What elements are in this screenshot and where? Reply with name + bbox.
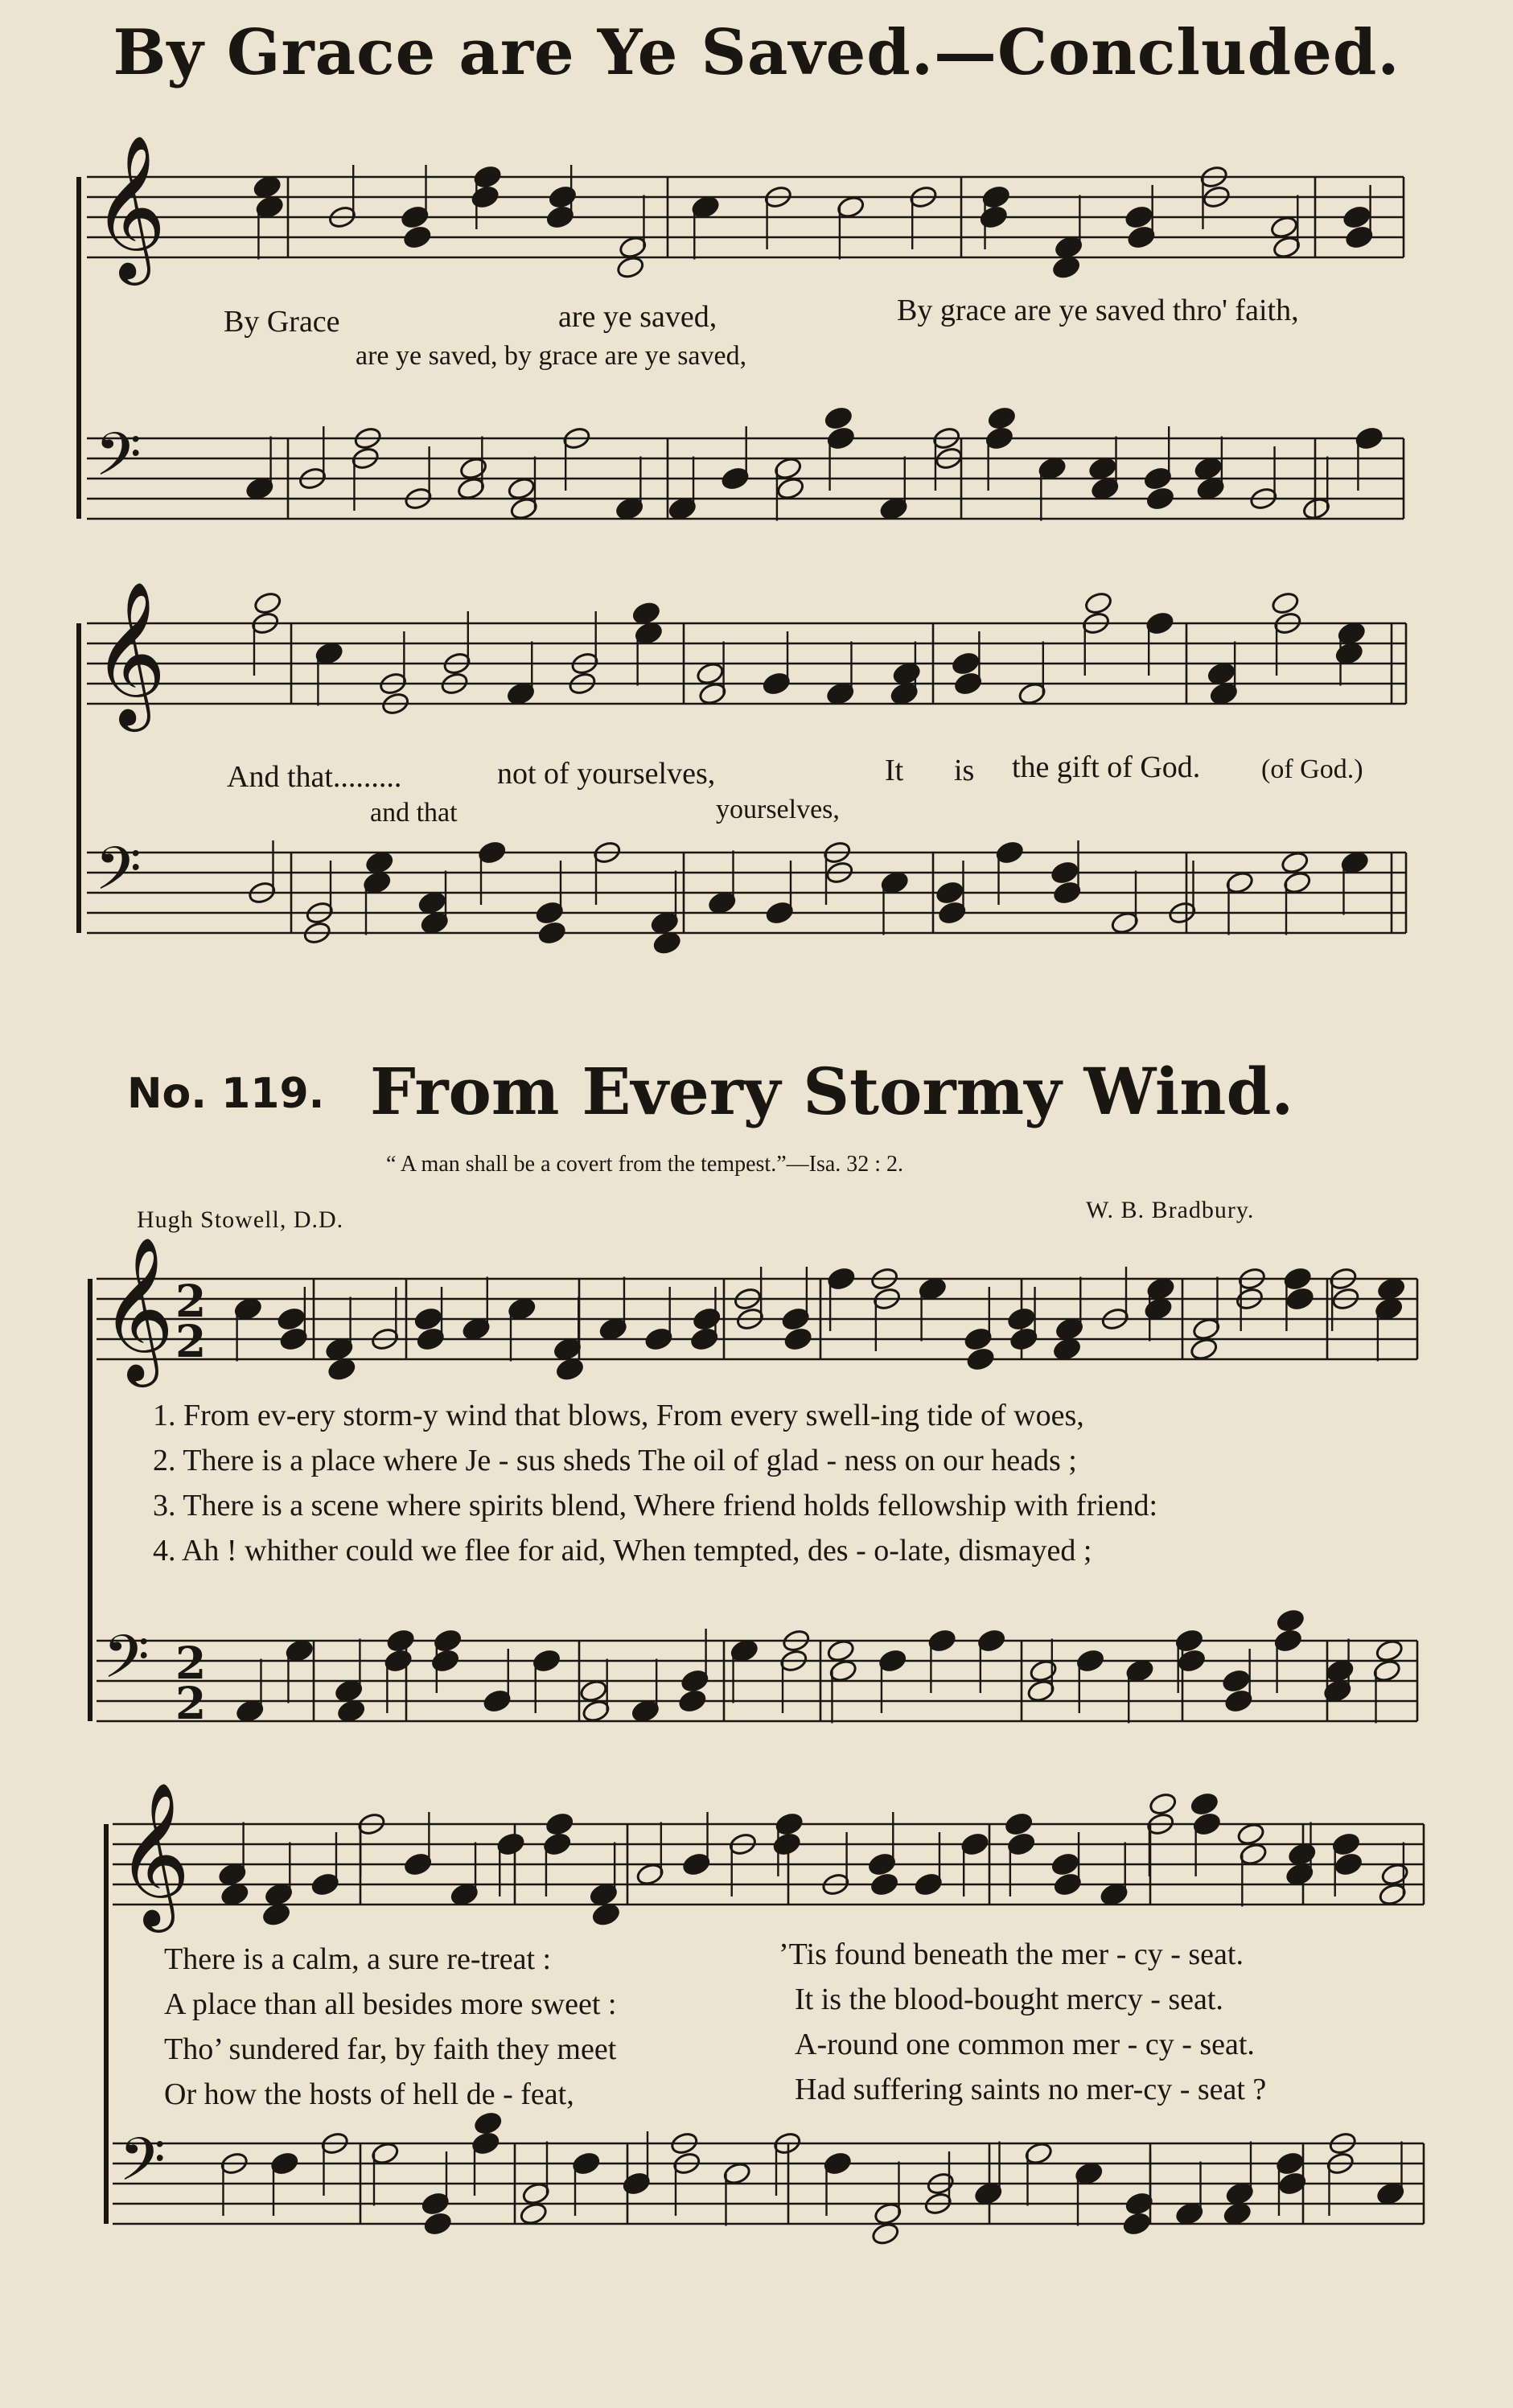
h1-s2-t-note2-10: [892, 661, 922, 686]
h1-s1-treble-staff: [87, 177, 1404, 257]
lyric-line2-a: And that.........: [227, 760, 402, 794]
verse-1-line1: 1. From ev-ery storm-y wind that blows, From every swell-ing tide of woes,: [153, 1399, 1084, 1432]
h1-s2-treble-clef: 𝄞: [93, 580, 167, 725]
verse-3-line2b: A-round one common mer - cy - seat.: [795, 2028, 1255, 2061]
h2-s2-b-note2-20: [1223, 2201, 1252, 2226]
h1-s1-b-note2-17: [1145, 486, 1175, 511]
h2-s1-b-note2-3: [386, 1628, 416, 1653]
h2-s1-t-note2-2: [327, 1357, 357, 1382]
h1-s2-t-note2-0: [253, 590, 282, 615]
h1-s1-t-note2-11: [1051, 255, 1081, 280]
h2-s2-b-note2-13: [870, 2221, 900, 2246]
h1-s2-b-note2-14: [1050, 860, 1079, 885]
h1-s2-b-note2-18: [1280, 850, 1309, 875]
verse-2-line1: 2. There is a place where Je - sus sheds The oil of glad - ness on our heads ;: [153, 1444, 1077, 1477]
h2-s2-t-note2-18: [1050, 1851, 1080, 1876]
page-title: By Grace are Ye Saved.—Concluded.: [113, 16, 1400, 89]
h1-s1-b-note2-5: [507, 476, 537, 501]
verse-4-line2a: Or how the hosts of hell de - feat,: [164, 2077, 574, 2111]
h2-s1-bass-timesig-bottom: 2: [175, 1677, 207, 1729]
verse-4-line2b: Had suffering saints no mer-cy - seat ?: [795, 2073, 1267, 2106]
verse-2-line2b: It is the blood-bought mercy - seat.: [795, 1983, 1223, 2016]
h2-s2-treble-staff: [113, 1824, 1424, 1905]
verse-3-line1: 3. There is a scene where spirits blend, Where friend holds fellowship with friend:: [153, 1489, 1158, 1522]
verse-4-line1: 4. Ah ! whither could we flee for aid, When tempted, des - o-late, dismayed ;: [153, 1534, 1092, 1568]
h1-s2-t-note2-13: [1083, 590, 1113, 615]
author: Hugh Stowell, D.D.: [137, 1206, 344, 1233]
lyric-line1-b: are ye saved,: [558, 300, 717, 334]
h1-s2-t-note2-16: [1271, 590, 1301, 615]
h2-s1-t-note2-10: [692, 1306, 722, 1331]
h2-s1-t-note2-1: [277, 1306, 306, 1331]
h1-s2-t-note2-17: [1334, 641, 1364, 666]
h1-s1-t-note2-5: [615, 255, 645, 280]
h2-s2-t-note2-24: [1334, 1851, 1363, 1876]
h1-s1-b-note2-10: [775, 476, 805, 501]
lyric-line2-f: (of God.): [1261, 754, 1363, 784]
h2-s2-t-note2-0: [220, 1882, 250, 1907]
h1-s1-b-note2-14: [987, 405, 1017, 430]
h1-s2-b-note2-12: [935, 880, 964, 905]
h2-s1-t-note2-21: [1189, 1337, 1219, 1362]
h2-s1-b-note2-16: [1029, 1658, 1059, 1683]
lyric-line1-alto: are ye saved, by grace are ye saved,: [356, 341, 747, 371]
h2-s2-t-note2-7: [545, 1811, 574, 1836]
h2-s1-bass-timesig-top: 2: [175, 1637, 207, 1689]
h1-s1-t-note2-3: [471, 184, 500, 209]
h2-s1-t-note2-17: [1006, 1306, 1036, 1331]
h2-s1-b-note2-20: [1222, 1668, 1252, 1693]
h1-s2-t-note2-7: [696, 661, 726, 686]
h1-s2-treble-staff: [87, 623, 1406, 704]
hymn-title: From Every Stormy Wind.: [370, 1054, 1294, 1129]
h2-s2-t-note2-14: [870, 1872, 899, 1896]
h1-s2-b-note2-3: [417, 890, 447, 915]
lyric-line2-c: It: [885, 754, 904, 787]
h2-s1-b-note2-2: [336, 1699, 366, 1724]
h1-s1-t-note2-15: [1342, 204, 1372, 229]
h2-s1-t-note2-23: [1285, 1286, 1315, 1311]
verse-1-line2b: ’Tis found beneath the mer - cy - seat.: [779, 1937, 1244, 1971]
h1-s1-bass-clef: 𝄢: [95, 420, 142, 504]
h2-s2-b-note2-6: [519, 2201, 549, 2226]
lyric-line2-e: the gift of God.: [1012, 750, 1201, 784]
h2-s1-treble-clef: 𝄞: [101, 1235, 175, 1381]
h2-s1-b-note2-21: [1276, 1608, 1305, 1633]
h1-s2-bass-staff: [87, 853, 1406, 933]
h2-s1-treble-timesig-bottom: 2: [175, 1315, 207, 1367]
composer: W. B. Bradbury.: [1086, 1197, 1255, 1223]
h1-s1-b-note2-4: [458, 456, 488, 481]
h2-s1-t-note2-12: [783, 1326, 813, 1351]
h2-s1-b-note2-4: [430, 1648, 460, 1673]
h2-s1-t-note2-16: [966, 1346, 996, 1371]
h2-s2-treble-clef: 𝄞: [117, 1781, 191, 1926]
lyric-line1-c: By grace are ye saved thro' faith,: [897, 294, 1299, 327]
h2-s1-bass-clef: 𝄢: [103, 1622, 150, 1707]
h1-s1-t-note2-14: [1269, 215, 1299, 240]
h2-s2-b-note2-18: [1122, 2211, 1152, 2236]
h1-s1-t-note2-0: [253, 175, 282, 199]
h2-s2-t-note2-17: [1004, 1811, 1034, 1836]
h2-s2-t-note2-21: [1190, 1791, 1219, 1816]
h1-s2-t-note2-11: [951, 651, 981, 676]
verse-3-line2a: Tho’ sundered far, by faith they meet: [164, 2032, 617, 2066]
hymn-number: No. 119.: [127, 1070, 325, 1118]
h1-s2-b-note2-2: [364, 850, 394, 875]
h2-s2-b-note2-4: [423, 2211, 453, 2236]
lyric-line2-alto-b: yourselves,: [716, 795, 840, 824]
h2-s1-b-note2-23: [1375, 1638, 1404, 1663]
h2-s2-t-note2-8: [591, 1902, 621, 1927]
h2-s1-treble-timesig-top: 2: [175, 1275, 207, 1327]
h2-s2-b-note2-5: [473, 2110, 503, 2135]
h2-s2-t-note2-25: [1380, 1862, 1410, 1887]
h2-s1-b-note2-7: [579, 1679, 609, 1703]
lyric-line1-a: By Grace: [224, 305, 340, 339]
h1-s2-t-note2-6: [631, 601, 661, 626]
h1-s2-t-note2-15: [1207, 661, 1236, 686]
h2-s1-b-note2-9: [678, 1688, 708, 1713]
lyric-line2-d: is: [954, 754, 975, 787]
h1-s1-b-note2-16: [1087, 456, 1117, 481]
h2-s2-t-note2-12: [772, 1831, 802, 1856]
h2-s1-t-note2-4: [413, 1306, 443, 1331]
h2-s1-t-note2-25: [1376, 1276, 1406, 1301]
h2-s1-b-note2-19: [1177, 1648, 1207, 1673]
h2-s1-t-note2-7: [555, 1357, 585, 1382]
h1-s1-b-note2-11: [824, 405, 853, 430]
lyric-line2-b: not of yourselves,: [497, 757, 716, 791]
h1-s1-t-note2-4: [548, 184, 578, 209]
lyric-line2-alto-a: and that: [370, 798, 458, 828]
h2-s2-t-note2-1: [261, 1902, 291, 1927]
h2-s1-t-note2-20: [1144, 1296, 1174, 1321]
verse-2-line2a: A place than all besides more sweet :: [164, 1987, 617, 2021]
h1-s1-t-note2-12: [1124, 204, 1154, 229]
h2-s2-t-note2-20: [1148, 1791, 1178, 1816]
h2-s1-b-note2-22: [1326, 1658, 1355, 1683]
h2-s2-bass-clef: 𝄢: [119, 2125, 166, 2209]
h1-s2-b-note2-7: [652, 931, 682, 955]
h1-s1-t-note2-10: [979, 204, 1009, 229]
scripture-quote: “ A man shall be a covert from the tempest.”—Isa. 32 : 2.: [386, 1152, 904, 1177]
h1-s1-t-note2-2: [402, 224, 432, 249]
h2-s2-t-note2-22: [1236, 1822, 1266, 1847]
verse-1-line2a: There is a calm, a sure re-treat :: [164, 1942, 552, 1976]
h1-s1-treble-clef: 𝄞: [93, 134, 167, 279]
h2-s2-t-note2-23: [1287, 1842, 1317, 1867]
h1-s1-b-note2-18: [1194, 456, 1223, 481]
h1-s2-b-note2-5: [537, 920, 567, 945]
h2-s1-t-note2-18: [1052, 1337, 1082, 1362]
h2-s1-b-note2-12: [826, 1638, 856, 1663]
h1-s2-bass-clef: 𝄢: [95, 834, 142, 918]
